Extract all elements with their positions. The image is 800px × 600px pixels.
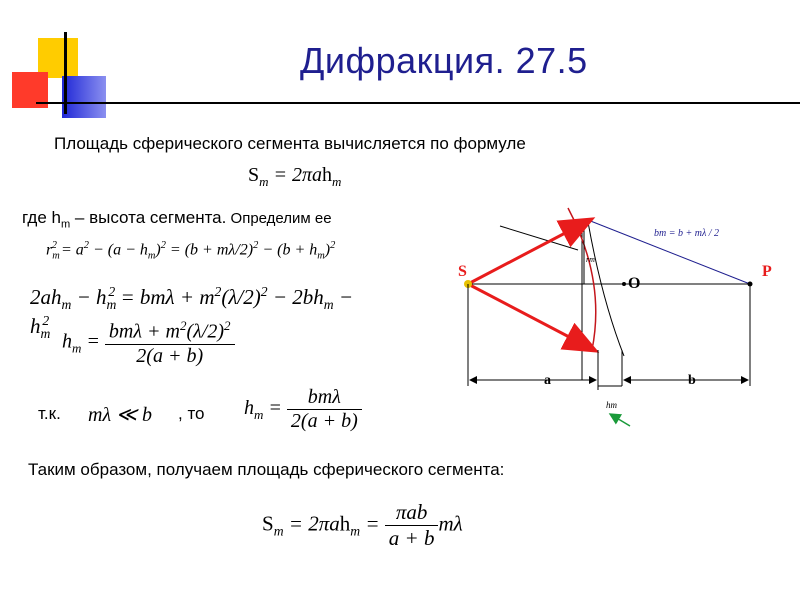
label-bm: bm = b + mλ / 2: [654, 228, 720, 239]
formula-segment-area: $S_m = 2\pi ah_m$: [248, 164, 342, 189]
formula-radius: $r_m^2 = a^2 - (a - h_m)^2 = (b + m\lambda/2)^2 - (b + h_m)^2$: [46, 240, 336, 262]
where-prefix: где h: [22, 208, 61, 227]
label-b: b: [688, 373, 696, 388]
where-sub: m: [61, 218, 71, 231]
label-a: a: [544, 373, 551, 388]
then-text: , то: [178, 404, 205, 423]
decor-squares: [0, 0, 120, 120]
label-rm: rm: [586, 255, 595, 264]
decor-blue-square: [62, 76, 106, 118]
formula-expanded: $2ah_m - h_m^2 = bm\lambda + m^2(\lambda/2)^2 - 2bh_m - h_m^2$: [30, 284, 354, 342]
ray-top: [468, 220, 590, 284]
where-tail: Определим ее: [226, 210, 332, 227]
tk-text: т.к.: [38, 404, 61, 423]
label-O: O: [628, 275, 641, 292]
ray-bottom: [468, 284, 594, 350]
conclusion-text: Таким образом, получаем площадь сферического сегмента:: [28, 460, 505, 479]
formula-hm-full: $h_m$ = $\frac{bm\lambda + m^2(\lambda/2)^2}{2(a + b)}$: [62, 318, 235, 368]
green-pointer: [610, 414, 630, 426]
formula-hm-approx: $h_m$ = $\frac{\text{bmλ}}{2(a + b)}$: [244, 386, 362, 433]
label-P: P: [762, 263, 772, 280]
point-O: [622, 282, 626, 286]
formula-final: $S_m = 2\pi ah_m$ = $\frac{\text{πab}}{a + b}$ mλ: [262, 500, 463, 550]
intro-text: Площадь сферического сегмента вычисляется по формуле: [54, 134, 526, 153]
label-S: S: [458, 263, 467, 280]
where-text: [22, 208, 332, 230]
where-suffix: – высота сегмента.: [70, 208, 227, 227]
diffraction-diagram: [440, 200, 800, 440]
decor-horizontal-line: [36, 102, 800, 104]
wavefront-arc-inner: [588, 222, 624, 356]
slide-title: Дифракция. 27.5: [300, 40, 588, 81]
label-hm: hm: [606, 400, 617, 410]
formula-condition: mλ ≪ b: [88, 404, 153, 426]
